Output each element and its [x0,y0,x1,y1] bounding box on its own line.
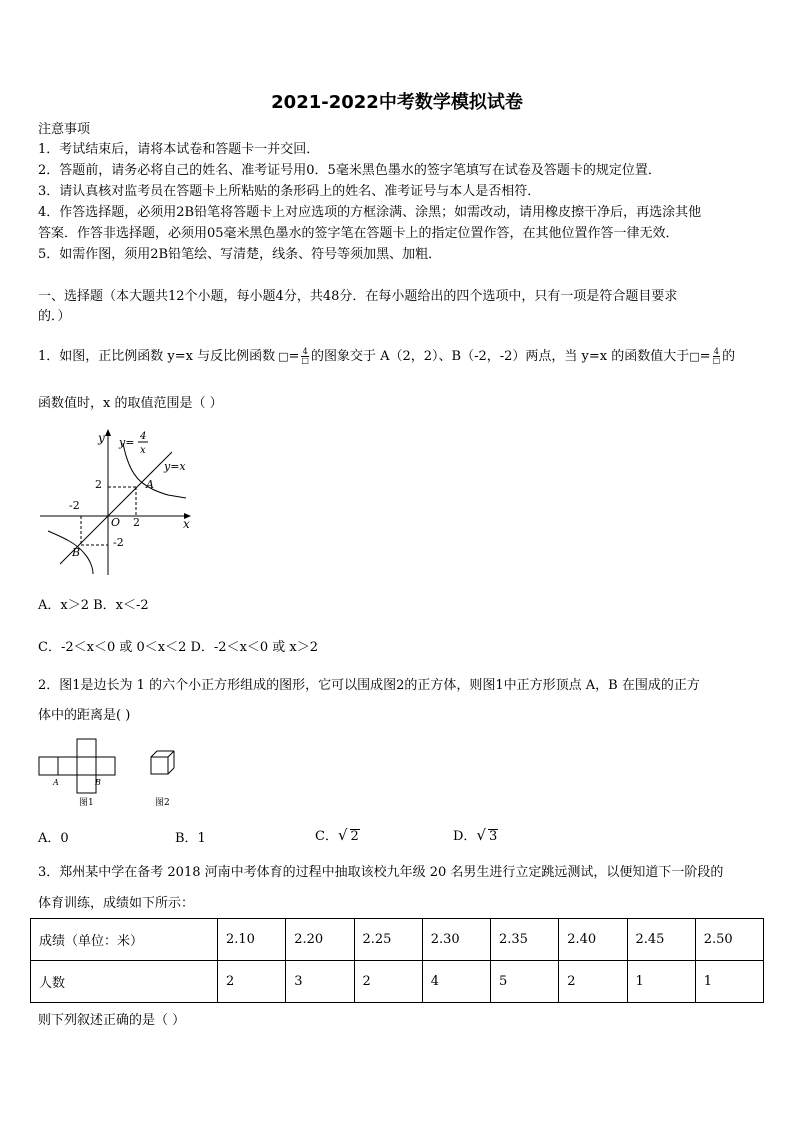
point-a-label: A [146,478,154,491]
tick-y-neg: -2 [113,536,124,549]
question-1-text: 1．如图，正比例函数 y=x 与反比例函数 □= $\frac{4}{□}$ 的图象交于 A（2，2）、B（-2，-2）两点，当 y=x 的函数值大于□= $\frac{4}{□}$ 的 [38,347,736,365]
q2-cube-figures [36,735,196,810]
page-title: 2021-2022中考数学模拟试卷 [271,92,523,113]
table-cell: 2.25 [354,919,422,961]
table-cell: 5 [491,961,559,1003]
line-label: y=x [164,460,186,473]
fraction: $\frac{4}{□}$ [301,347,309,365]
q2-option-d: D．√ 3 [453,826,498,844]
placeholder-box: □ [278,350,289,363]
notice-heading: 注意事项 [38,122,91,137]
question-2-text-cont: 体中的距离是( ) [38,708,131,723]
notice-item: 1．考试结束后，请将本试卷和答题卡一并交回． [38,142,320,157]
table-cell: 2 [559,961,627,1003]
q2-option-a: A．0 [38,831,69,846]
table-cell: 2 [354,961,422,1003]
point-b-label: B [72,546,81,559]
table-cell: 2.35 [491,919,559,961]
table-row [31,961,764,1003]
tick-x-neg: -2 [69,499,80,512]
question-3-text: 3．郑州某中学在备考 2018 河南中考体育的过程中抽取该校九年级 20 名男生进行立定跳远测试，以便知道下一阶段的 [38,865,724,880]
table-cell: 3 [286,961,354,1003]
table-cell: 2.50 [695,919,763,961]
svg-text:4: 4 [140,431,147,442]
table-cell: 2.40 [559,919,627,961]
tick-x-pos: 2 [133,516,140,529]
section-heading: 一、选择题（本大题共12个小题，每小题4分，共48分．在每小题给出的四个选项中，只有一项是符合题目要求 [38,289,678,304]
scores-table [30,918,764,1003]
table-cell: 1 [695,961,763,1003]
notice-item: 2．答题前，请务必将自己的姓名、准考证号用0．5毫米黑色墨水的签字笔填写在试卷及答题卡的规定位置． [38,163,661,178]
fig2-caption: 图2 [155,798,170,808]
svg-text:x: x [140,445,146,456]
fig1-caption: 图1 [79,798,94,808]
tick-y-pos: 2 [95,478,102,491]
question-3-text-cont: 体育训练，成绩如下所示： [38,896,195,911]
table-header-cell: 成绩（单位：米） [31,919,218,961]
table-cell: 2.30 [422,919,490,961]
x-axis-label: x [183,517,190,531]
q2-option-b: B．1 [175,831,206,846]
table-cell: 1 [627,961,695,1003]
question-2-text: 2．图1是边长为 1 的六个小正方形组成的图形，它可以围成图2的正方体，则图1中正方形顶点 A，B 在围成的正方 [38,678,700,693]
notice-item: 答案．作答非选择题，必须用05毫米黑色墨水的签字笔在答题卡上的指定位置作答，在其他位置作答一律无效． [38,226,679,241]
hyperbola-label: y= [119,436,135,449]
question-1-text-cont: 函数值时，x 的取值范围是（ ） [38,396,223,411]
q2-option-c: C．√ 2 [315,826,359,844]
table-cell: 2.10 [218,919,286,961]
table-cell: 2.20 [286,919,354,961]
vertex-a-label: A [53,778,59,787]
table-cell: 2 [218,961,286,1003]
notice-item: 4．作答选择题，必须用2B铅笔将答题卡上对应选项的方框涂满、涂黑；如需改动，请用橡皮擦干净后，再选涂其他 [38,205,702,220]
q1-options-ab: A．x＞2 B．x＜-2 [38,598,149,613]
question-3-prompt: 则下列叙述正确的是（ ） [38,1013,186,1028]
origin-label: O [111,516,121,529]
table-row [31,919,764,961]
table-header-cell: 人数 [31,961,218,1003]
notice-item: 5．如需作图，须用2B铅笔绘、写清楚，线条、符号等须加黑、加粗． [38,247,442,262]
notice-item: 3．请认真核对监考员在答题卡上所粘贴的条形码上的姓名、准考证号与本人是否相符． [38,184,541,199]
y-axis-label: y [98,431,105,445]
q1-function-graph [36,425,196,577]
vertex-b-label: B [95,778,101,787]
table-cell: 2.45 [627,919,695,961]
section-heading-cont: 的．） [38,309,71,324]
table-cell: 4 [422,961,490,1003]
q1-options-cd: C．-2＜x＜0 或 0＜x＜2 D．-2＜x＜0 或 x＞2 [38,640,319,655]
